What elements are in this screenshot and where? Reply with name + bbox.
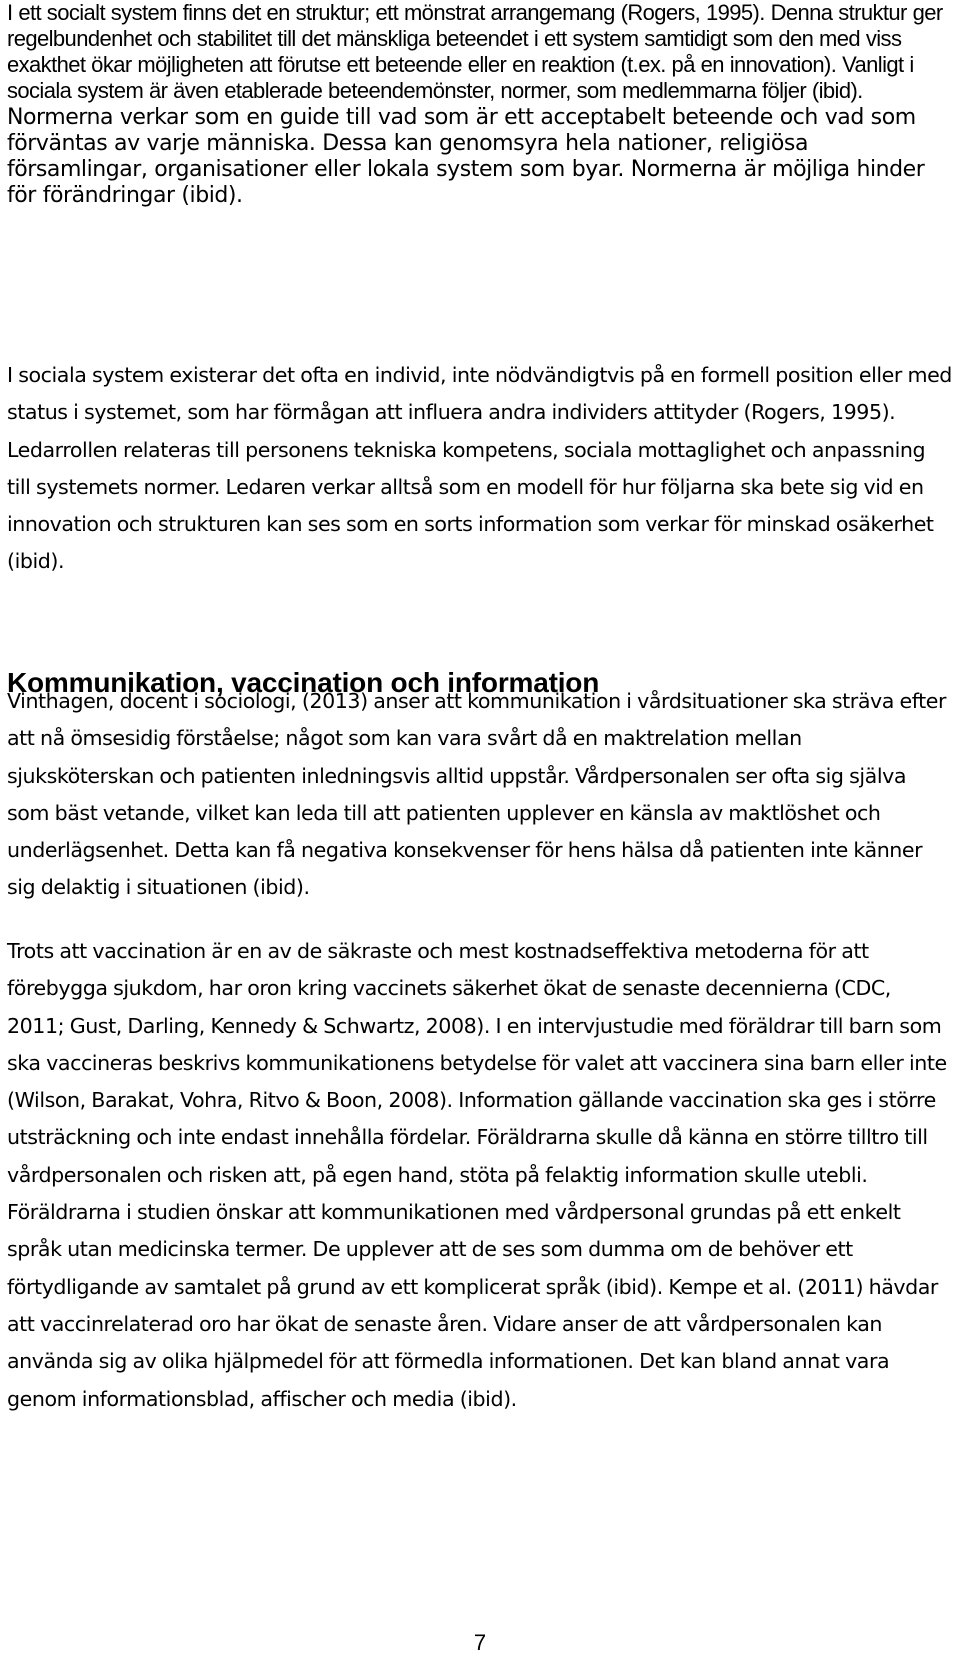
paragraph-leadership: I sociala system existerar det ofta en individ, inte nödvändigtvis på en formell position eller med status i systemet, som har förmågan att influera andra individers attityder (Rogers, 1995). Ledarrollen relateras till personens tekniska kompetens, sociala mottaglighet och anpassning till systemets normer. Ledaren verkar alltså som en modell för hur följarna ska bete sig vid en innovation och strukturen kan ses som en sorts information som verkar för minskad osäkerhet (ibid). <box>7 363 952 574</box>
paragraph-social-structure <box>7 0 952 208</box>
paragraph-segment: Normerna verkar som en guide till vad som är ett acceptabelt beteende och vad som förväntas av varje människa. <box>7 105 916 156</box>
paragraph-segment: Normerna är möjliga hinder för förändringar (ibid). <box>7 157 925 208</box>
paragraph-vaccination: Trots att vaccination är en av de säkraste och mest kostnadseffektiva metoderna för att förebygga sjukdom, har oron kring vaccinets säkerhet ökat de senaste decennierna (CDC, 2011; Gust, Darling, Kennedy & Schwartz, 2008). I en intervjustudie med föräldrar till barn som ska vaccineras beskrivs kommunikationens betydelse för valet att vaccinera sina barn eller inte (Wilson, Barakat, Vohra, Ritvo & Boon, 2008). Information gällande vaccination ska ges i större utsträckning och inte endast innehålla fördelar. Föräldrarna skulle då känna en större tilltro till vårdpersonalen och risken att, på egen hand, stöta på felaktig information skulle utebli. Föräldrarna i studien önskar att kommunikationen med vårdpersonal grundas på ett enkelt språk utan medicinska termer. De upplever att de ses som dumma om de behöver ett förtydligande av samtalet på grund av ett komplicerat språk (ibid). Kempe et al. (2011) hävdar att vaccinrelaterad oro har ökat de senaste åren. Vidare anser de att vårdpersonalen kan använda sig av olika hjälpmedel för att förmedla informationen. Det kan bland annat vara genom informationsblad, affischer och media (ibid). <box>7 939 947 1411</box>
paragraph-segment: Dessa kan genomsyra hela nationer, religiösa församlingar, organisationer eller lokala system som byar. <box>7 131 808 182</box>
section-heading: Kommunikation, vaccination och information <box>7 667 600 698</box>
paragraph-communication: Vinthagen, docent i sociologi, (2013) anser att kommunikation i vårdsituationer ska sträva efter att nå ömsesidig förståelse; något som kan vara svårt då en maktrelation mellan sjuksköterskan och patienten inledningsvis alltid uppstår. Vårdpersonalen ser ofta sig själva som bäst vetande, vilket kan leda till att patienten upplever en känsla av maktlöshet och underlägsenhet. Detta kan få negativa konsekvenser för hens hälsa då patienten inte känner sig delaktig i situationen (ibid). <box>7 689 947 900</box>
page-number: 7 <box>473 1630 487 1655</box>
paragraph-segment: I ett socialt system finns det en struktur; ett mönstrat arrangemang (Rogers, 1995). Denna struktur ger regelbundenhet och stabilitet till det mänskliga beteendet i ett system samtidigt som den med viss exakthet ökar möjligheten att förutse ett beteende eller en reaktion (t.ex. på en innovation). <box>7 0 943 77</box>
paragraph-segment: Vanligt i sociala system är även etablerade beteendemönster, normer, som medlemmarna följer (ibid). <box>7 52 914 103</box>
